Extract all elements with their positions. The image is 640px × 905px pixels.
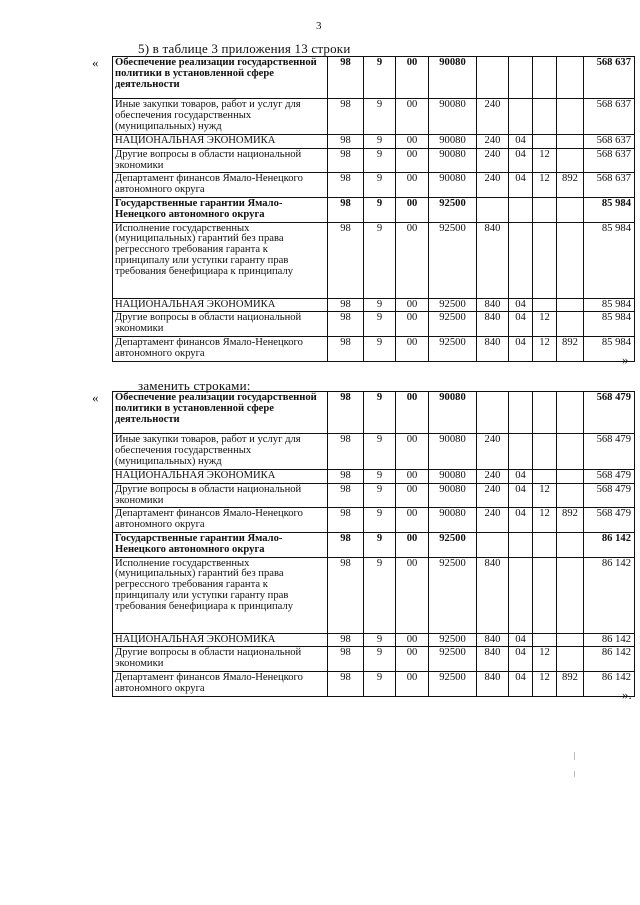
code-cell: 98 <box>328 99 364 135</box>
code-cell: 00 <box>396 434 429 470</box>
code-cell <box>509 222 533 298</box>
code-cell: 90080 <box>429 470 477 484</box>
amount-cell: 86 142 <box>584 557 635 633</box>
table-row <box>113 99 635 135</box>
code-cell: 9 <box>364 336 396 361</box>
code-cell: 04 <box>509 135 533 149</box>
code-cell: 04 <box>509 148 533 173</box>
code-cell <box>557 633 584 647</box>
code-cell: 12 <box>533 483 557 508</box>
code-cell: 9 <box>364 312 396 337</box>
code-cell: 9 <box>364 647 396 672</box>
code-cell: 04 <box>509 312 533 337</box>
code-cell: 98 <box>328 197 364 222</box>
replace-text: заменить строками: <box>138 378 251 393</box>
code-cell: 90080 <box>429 135 477 149</box>
intro-text: 5) в таблице 3 приложения 13 строки <box>138 41 351 56</box>
code-cell: 98 <box>328 633 364 647</box>
code-cell <box>557 470 584 484</box>
row-name-cell: Обеспечение реализации государственной политики в установленной сфере деятельности <box>113 392 328 434</box>
page-number: 3 <box>316 20 322 32</box>
code-cell: 9 <box>364 483 396 508</box>
code-cell <box>557 135 584 149</box>
code-cell: 9 <box>364 392 396 434</box>
table-row <box>113 298 635 312</box>
row-name-cell: Другие вопросы в области национальной экономики <box>113 148 328 173</box>
code-cell: 240 <box>477 148 509 173</box>
old-rows-table <box>112 56 635 362</box>
code-cell: 04 <box>509 298 533 312</box>
code-cell: 00 <box>396 173 429 198</box>
amount-cell: 568 479 <box>584 483 635 508</box>
code-cell: 00 <box>396 647 429 672</box>
amount-cell: 568 479 <box>584 434 635 470</box>
code-cell <box>533 197 557 222</box>
code-cell <box>557 647 584 672</box>
row-name-cell: Департамент финансов Ямало-Ненецкого автономного округа <box>113 508 328 533</box>
row-name-cell: Иные закупки товаров, работ и услуг для обеспечения государственных (муниципальных) нужд <box>113 434 328 470</box>
table-row <box>113 312 635 337</box>
code-cell: 240 <box>477 508 509 533</box>
code-cell <box>509 392 533 434</box>
code-cell: 04 <box>509 633 533 647</box>
code-cell: 98 <box>328 173 364 198</box>
code-cell <box>533 434 557 470</box>
row-name-cell: Исполнение государственных (муниципальных) гарантий без права регрессного требования гаранта к принципалу или уступки гаранту прав требования бенефициара к принципалу <box>113 557 328 633</box>
code-cell <box>557 99 584 135</box>
table-row <box>113 148 635 173</box>
code-cell: 92500 <box>429 336 477 361</box>
code-cell: 9 <box>364 434 396 470</box>
code-cell: 00 <box>396 557 429 633</box>
row-name-cell: НАЦИОНАЛЬНАЯ ЭКОНОМИКА <box>113 298 328 312</box>
code-cell: 12 <box>533 336 557 361</box>
code-cell: 04 <box>509 671 533 696</box>
code-cell: 840 <box>477 557 509 633</box>
code-cell: 90080 <box>429 392 477 434</box>
code-cell: 90080 <box>429 173 477 198</box>
code-cell <box>509 434 533 470</box>
code-cell: 00 <box>396 222 429 298</box>
code-cell <box>557 312 584 337</box>
row-name-cell: Другие вопросы в области национальной экономики <box>113 312 328 337</box>
table-row <box>113 508 635 533</box>
code-cell: 98 <box>328 671 364 696</box>
code-cell: 240 <box>477 483 509 508</box>
code-cell <box>533 135 557 149</box>
code-cell: 98 <box>328 312 364 337</box>
code-cell: 90080 <box>429 483 477 508</box>
code-cell: 98 <box>328 148 364 173</box>
code-cell: 00 <box>396 671 429 696</box>
code-cell: 00 <box>396 336 429 361</box>
code-cell: 98 <box>328 298 364 312</box>
amount-cell: 568 637 <box>584 173 635 198</box>
row-name-cell: Государственные гарантии Ямало-Ненецкого автономного округа <box>113 532 328 557</box>
code-cell: 12 <box>533 312 557 337</box>
code-cell <box>557 434 584 470</box>
code-cell: 00 <box>396 633 429 647</box>
amount-cell: 85 984 <box>584 222 635 298</box>
table-row <box>113 483 635 508</box>
code-cell <box>557 298 584 312</box>
new-rows-table <box>112 391 635 697</box>
code-cell: 00 <box>396 483 429 508</box>
row-name-cell: Другие вопросы в области национальной экономики <box>113 647 328 672</box>
code-cell: 840 <box>477 671 509 696</box>
table-row <box>113 671 635 696</box>
code-cell: 00 <box>396 392 429 434</box>
code-cell: 9 <box>364 148 396 173</box>
table-row <box>113 135 635 149</box>
amount-cell: 85 984 <box>584 312 635 337</box>
code-cell: 9 <box>364 222 396 298</box>
row-name-cell: НАЦИОНАЛЬНАЯ ЭКОНОМИКА <box>113 470 328 484</box>
amount-cell: 568 637 <box>584 135 635 149</box>
row-name-cell: Государственные гарантии Ямало-Ненецкого автономного округа <box>113 197 328 222</box>
code-cell: 00 <box>396 57 429 99</box>
code-cell: 00 <box>396 508 429 533</box>
code-cell <box>533 557 557 633</box>
table-row <box>113 392 635 434</box>
code-cell <box>557 483 584 508</box>
code-cell: 840 <box>477 647 509 672</box>
code-cell: 90080 <box>429 508 477 533</box>
row-name-cell: Департамент финансов Ямало-Ненецкого автономного округа <box>113 173 328 198</box>
close-quote-2: ». <box>622 687 632 702</box>
code-cell <box>477 57 509 99</box>
code-cell: 98 <box>328 470 364 484</box>
amount-cell: 85 984 <box>584 336 635 361</box>
row-name-cell: НАЦИОНАЛЬНАЯ ЭКОНОМИКА <box>113 633 328 647</box>
code-cell: 98 <box>328 434 364 470</box>
amount-cell: 86 142 <box>584 671 635 696</box>
code-cell <box>477 197 509 222</box>
code-cell <box>557 532 584 557</box>
code-cell: 9 <box>364 633 396 647</box>
code-cell: 12 <box>533 647 557 672</box>
code-cell: 240 <box>477 470 509 484</box>
code-cell: 98 <box>328 647 364 672</box>
code-cell: 840 <box>477 312 509 337</box>
code-cell: 840 <box>477 336 509 361</box>
table-row <box>113 222 635 298</box>
code-cell: 00 <box>396 470 429 484</box>
code-cell <box>477 392 509 434</box>
table-row <box>113 57 635 99</box>
code-cell: 00 <box>396 148 429 173</box>
code-cell <box>533 392 557 434</box>
code-cell <box>533 470 557 484</box>
code-cell: 892 <box>557 336 584 361</box>
code-cell: 92500 <box>429 532 477 557</box>
code-cell: 00 <box>396 197 429 222</box>
open-quote-2: « <box>92 390 99 405</box>
code-cell <box>557 148 584 173</box>
code-cell: 9 <box>364 135 396 149</box>
code-cell <box>477 532 509 557</box>
amount-cell: 86 142 <box>584 532 635 557</box>
code-cell <box>557 392 584 434</box>
code-cell: 9 <box>364 298 396 312</box>
code-cell: 00 <box>396 135 429 149</box>
code-cell: 240 <box>477 135 509 149</box>
code-cell <box>509 557 533 633</box>
row-name-cell: Департамент финансов Ямало-Ненецкого автономного округа <box>113 336 328 361</box>
row-name-cell: Иные закупки товаров, работ и услуг для обеспечения государственных (муниципальных) нужд <box>113 99 328 135</box>
code-cell: 90080 <box>429 57 477 99</box>
code-cell <box>533 298 557 312</box>
code-cell: 9 <box>364 470 396 484</box>
code-cell: 98 <box>328 557 364 633</box>
amount-cell: 85 984 <box>584 298 635 312</box>
code-cell <box>533 99 557 135</box>
code-cell: 9 <box>364 532 396 557</box>
code-cell: 12 <box>533 508 557 533</box>
code-cell <box>557 197 584 222</box>
code-cell: 98 <box>328 222 364 298</box>
row-name-cell: Другие вопросы в области национальной экономики <box>113 483 328 508</box>
row-name-cell: НАЦИОНАЛЬНАЯ ЭКОНОМИКА <box>113 135 328 149</box>
code-cell: 240 <box>477 173 509 198</box>
code-cell: 90080 <box>429 99 477 135</box>
amount-cell: 568 637 <box>584 148 635 173</box>
code-cell: 840 <box>477 298 509 312</box>
table-row <box>113 173 635 198</box>
code-cell: 12 <box>533 173 557 198</box>
code-cell: 240 <box>477 99 509 135</box>
code-cell: 9 <box>364 671 396 696</box>
code-cell <box>509 99 533 135</box>
code-cell: 98 <box>328 57 364 99</box>
code-cell: 90080 <box>429 148 477 173</box>
table-row <box>113 197 635 222</box>
table-row <box>113 434 635 470</box>
code-cell: 98 <box>328 336 364 361</box>
code-cell: 98 <box>328 392 364 434</box>
code-cell: 9 <box>364 508 396 533</box>
code-cell: 98 <box>328 483 364 508</box>
code-cell: 00 <box>396 532 429 557</box>
amount-cell: 86 142 <box>584 633 635 647</box>
code-cell: 840 <box>477 633 509 647</box>
code-cell: 92500 <box>429 633 477 647</box>
code-cell: 892 <box>557 671 584 696</box>
code-cell: 04 <box>509 173 533 198</box>
code-cell <box>533 532 557 557</box>
amount-cell: 568 637 <box>584 99 635 135</box>
code-cell: 9 <box>364 173 396 198</box>
code-cell: 9 <box>364 557 396 633</box>
code-cell <box>533 633 557 647</box>
code-cell: 240 <box>477 434 509 470</box>
code-cell <box>509 57 533 99</box>
scan-artifact <box>574 752 575 760</box>
code-cell <box>533 222 557 298</box>
amount-cell: 568 637 <box>584 57 635 99</box>
code-cell: 92500 <box>429 298 477 312</box>
code-cell: 04 <box>509 647 533 672</box>
row-name-cell: Исполнение государственных (муниципальных) гарантий без права регрессного требования гаранта к принципалу или уступки гаранту прав требования бенефициара к принципалу <box>113 222 328 298</box>
code-cell: 892 <box>557 508 584 533</box>
amount-cell: 85 984 <box>584 197 635 222</box>
table-row <box>113 633 635 647</box>
code-cell: 00 <box>396 298 429 312</box>
code-cell: 9 <box>364 57 396 99</box>
code-cell: 04 <box>509 336 533 361</box>
code-cell <box>557 57 584 99</box>
code-cell <box>533 57 557 99</box>
row-name-cell: Обеспечение реализации государственной политики в установленной сфере деятельности <box>113 57 328 99</box>
code-cell: 92500 <box>429 197 477 222</box>
code-cell: 92500 <box>429 647 477 672</box>
code-cell <box>557 557 584 633</box>
code-cell: 92500 <box>429 222 477 298</box>
code-cell: 892 <box>557 173 584 198</box>
code-cell: 9 <box>364 99 396 135</box>
code-cell: 12 <box>533 671 557 696</box>
code-cell: 98 <box>328 508 364 533</box>
code-cell: 840 <box>477 222 509 298</box>
code-cell: 00 <box>396 312 429 337</box>
amount-cell: 568 479 <box>584 470 635 484</box>
code-cell: 98 <box>328 135 364 149</box>
table-row <box>113 557 635 633</box>
table-row <box>113 470 635 484</box>
table-row <box>113 647 635 672</box>
code-cell: 90080 <box>429 434 477 470</box>
amount-cell: 568 479 <box>584 508 635 533</box>
code-cell: 04 <box>509 483 533 508</box>
code-cell: 92500 <box>429 312 477 337</box>
code-cell: 04 <box>509 508 533 533</box>
code-cell <box>509 197 533 222</box>
table-row <box>113 336 635 361</box>
code-cell: 04 <box>509 470 533 484</box>
row-name-cell: Департамент финансов Ямало-Ненецкого автономного округа <box>113 671 328 696</box>
code-cell: 12 <box>533 148 557 173</box>
code-cell <box>557 222 584 298</box>
close-quote-1: » <box>622 352 629 367</box>
code-cell: 9 <box>364 197 396 222</box>
amount-cell: 568 479 <box>584 392 635 434</box>
open-quote-1: « <box>92 55 99 70</box>
code-cell: 00 <box>396 99 429 135</box>
code-cell: 92500 <box>429 671 477 696</box>
table-row <box>113 532 635 557</box>
code-cell: 98 <box>328 532 364 557</box>
code-cell: 92500 <box>429 557 477 633</box>
amount-cell: 86 142 <box>584 647 635 672</box>
code-cell <box>509 532 533 557</box>
scan-artifact <box>574 771 575 777</box>
